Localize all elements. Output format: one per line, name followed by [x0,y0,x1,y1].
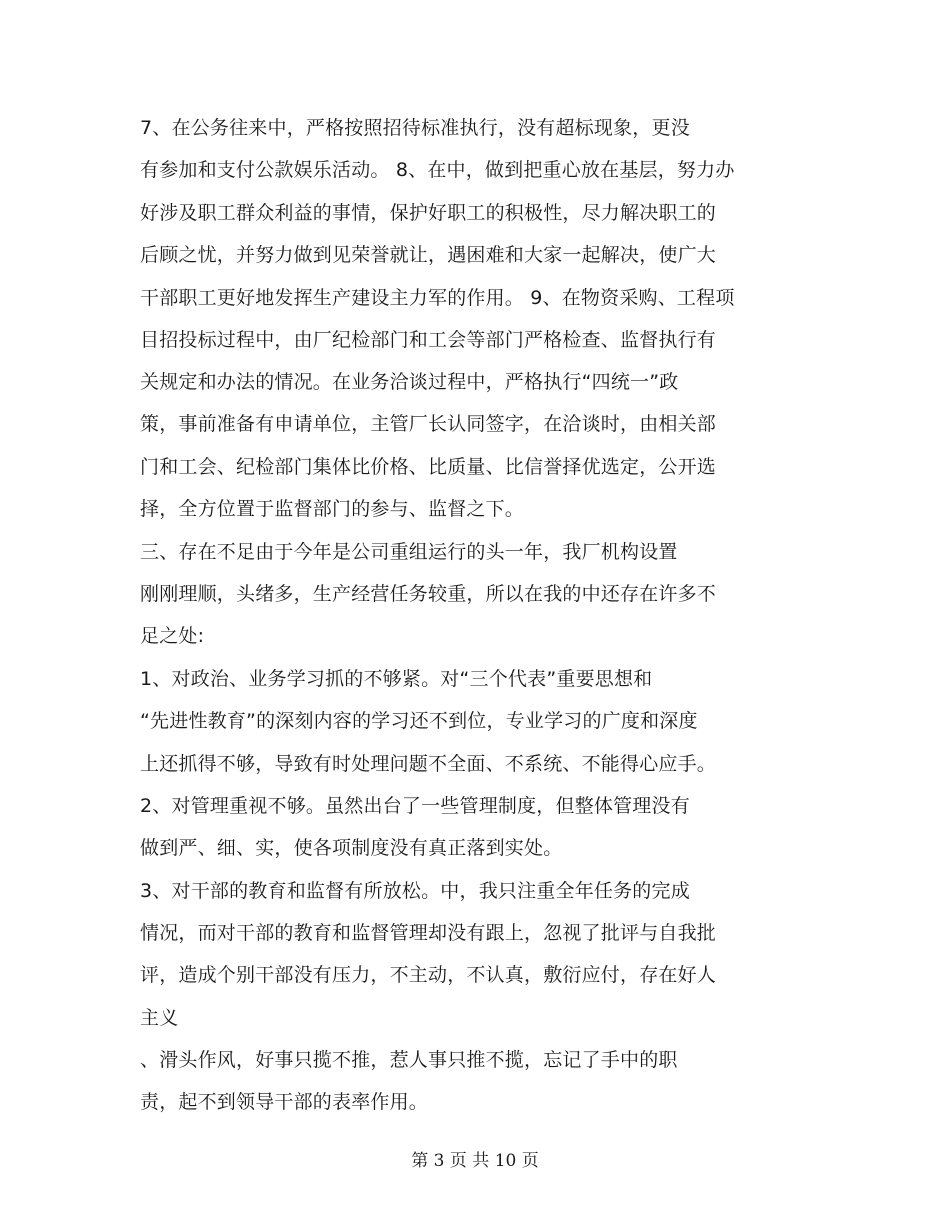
text-line: 1、对政治、业务学习抓的不够紧。对“三个代表”重要思想和 [140,668,653,690]
text-line: 后顾之忧，并努力做到见荣誉就让，遇困难和大家一起解决，使广大 [140,244,717,266]
text-line: 门和工会、纪检部门集体比价格、比质量、比信誉择优选定，公开选 [140,456,717,478]
text-line: 评，造成个别干部没有压力，不主动，不认真，敷衍应付，存在好人 [140,964,717,986]
text-line: 有参加和支付公款娱乐活动。 8、在中，做到把重心放在基层，努力办 [140,159,735,181]
text-line: 责，起不到领导干部的表率作用。 [140,1091,429,1113]
text-line: 3、对干部的教育和监督有所放松。中，我只注重全年任务的完成 [140,880,690,902]
text-line: 择，全方位置于监督部门的参与、监督之下。 [140,498,525,520]
text-line: 干部职工更好地发挥生产建设主力军的作用。 9、在物资采购、工程项 [140,287,735,309]
text-line: 足之处: [140,625,205,647]
text-line: “先进性教育”的深刻内容的学习还不到位，专业学习的广度和深度 [140,710,698,732]
text-line: 7、在公务往来中，严格按照招待标准执行，没有超标现象，更没 [140,117,690,139]
text-line: 策，事前准备有申请单位，主管厂长认同签字，在洽谈时，由相关部 [140,413,717,435]
text-line: 、滑头作风，好事只揽不推，惹人事只推不揽，忘记了手中的职 [140,1049,678,1071]
text-line: 关规定和办法的情况。在业务洽谈过程中，严格执行“四统一”政 [140,371,679,393]
text-line: 刚刚理顺，头绪多，生产经营任务较重，所以在我的中还存在许多不 [140,583,717,605]
text-line: 上还抓得不够，导致有时处理问题不全面、不系统、不能得心应手。 [140,753,717,775]
text-line: 情况，而对干部的教育和监督管理却没有跟上，忽视了批评与自我批 [140,922,717,944]
text-line: 做到严、细、实，使各项制度没有真正落到实处。 [140,837,563,859]
text-line: 目招投标过程中，由厂纪检部门和工会等部门严格检查、监督执行有 [140,329,717,351]
page-number-footer: 第 3 页 共 10 页 [411,1151,539,1171]
text-line: 主义 [140,1007,179,1029]
text-line: 好涉及职工群众利益的事情，保护好职工的积极性，尽力解决职工的 [140,202,717,224]
text-line: 三、存在不足由于今年是公司重组运行的头一年，我厂机构设置 [140,541,678,563]
text-line: 2、对管理重视不够。虽然出台了一些管理制度，但整体管理没有 [140,795,690,817]
